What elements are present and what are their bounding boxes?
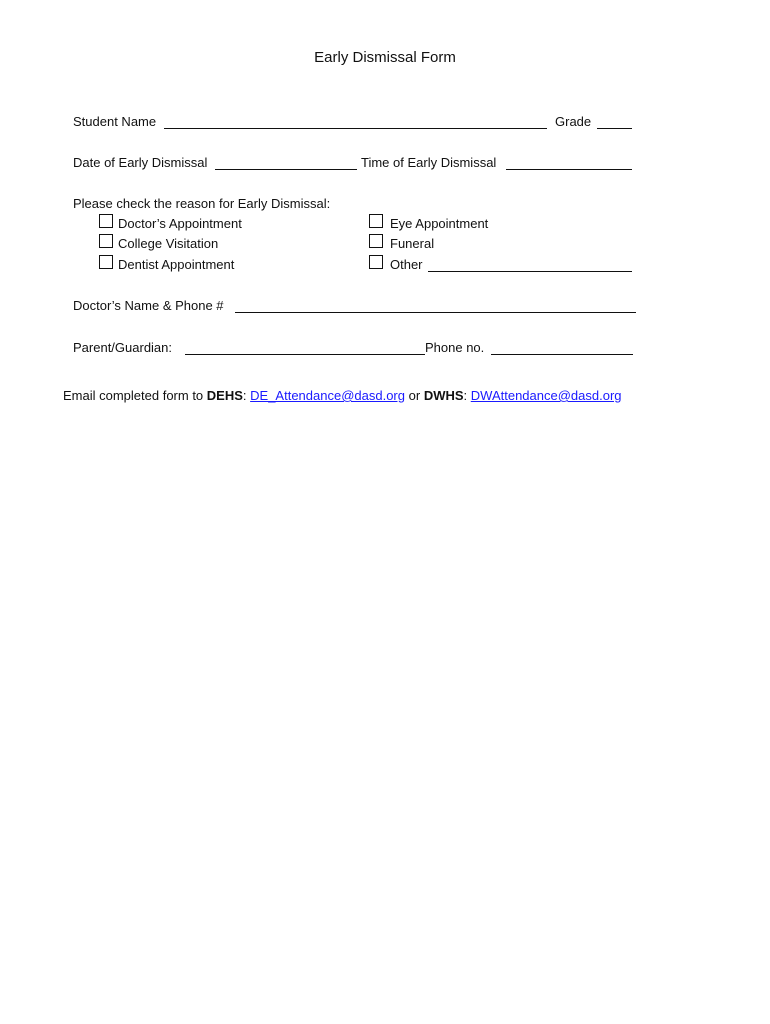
email-prefix: Email completed form to xyxy=(63,388,207,403)
reason-eye-label: Eye Appointment xyxy=(390,216,489,231)
form-title: Early Dismissal Form xyxy=(314,49,456,66)
grade-label: Grade xyxy=(555,114,592,129)
reason-funeral-label: Funeral xyxy=(390,236,435,251)
reason-other-label: Other xyxy=(390,257,423,272)
date-label: Date of Early Dismissal xyxy=(73,155,208,170)
time-label: Time of Early Dismissal xyxy=(361,155,497,170)
reason-doctor-checkbox[interactable] xyxy=(99,214,113,228)
reason-doctor-label: Doctor’s Appointment xyxy=(118,216,242,231)
phone-field[interactable] xyxy=(491,354,633,355)
reason-dentist-label: Dentist Appointment xyxy=(118,257,235,272)
date-field[interactable] xyxy=(215,169,357,170)
email-instructions xyxy=(63,388,622,403)
reason-funeral-checkbox[interactable] xyxy=(369,234,383,248)
doctor-label: Doctor’s Name & Phone # xyxy=(73,298,224,313)
phone-label: Phone no. xyxy=(425,340,485,355)
reason-other-checkbox[interactable] xyxy=(369,255,383,269)
dwhs-label: DWHS xyxy=(423,388,464,403)
time-field[interactable] xyxy=(506,169,632,170)
reason-other-field[interactable] xyxy=(428,271,632,272)
or-text: or xyxy=(408,388,421,403)
dehs-email-link[interactable]: DE_Attendance@dasd.org xyxy=(250,388,405,403)
parent-label: Parent/Guardian: xyxy=(73,340,173,355)
parent-field[interactable] xyxy=(185,354,425,355)
dwhs-email-link[interactable]: DWAttendance@dasd.org xyxy=(470,388,622,403)
student-name-field[interactable] xyxy=(164,128,547,129)
colon-2: : xyxy=(463,388,471,403)
reason-prompt: Please check the reason for Early Dismissal: xyxy=(73,196,331,211)
reason-college-checkbox[interactable] xyxy=(99,234,113,248)
reason-eye-checkbox[interactable] xyxy=(369,214,383,228)
doctor-field[interactable] xyxy=(235,312,636,313)
dehs-label: DEHS xyxy=(206,388,243,403)
reason-college-label: College Visitation xyxy=(118,236,219,251)
colon-1: : xyxy=(242,388,251,403)
reason-dentist-checkbox[interactable] xyxy=(99,255,113,269)
student-name-label: Student Name xyxy=(73,114,157,129)
grade-field[interactable] xyxy=(597,128,632,129)
